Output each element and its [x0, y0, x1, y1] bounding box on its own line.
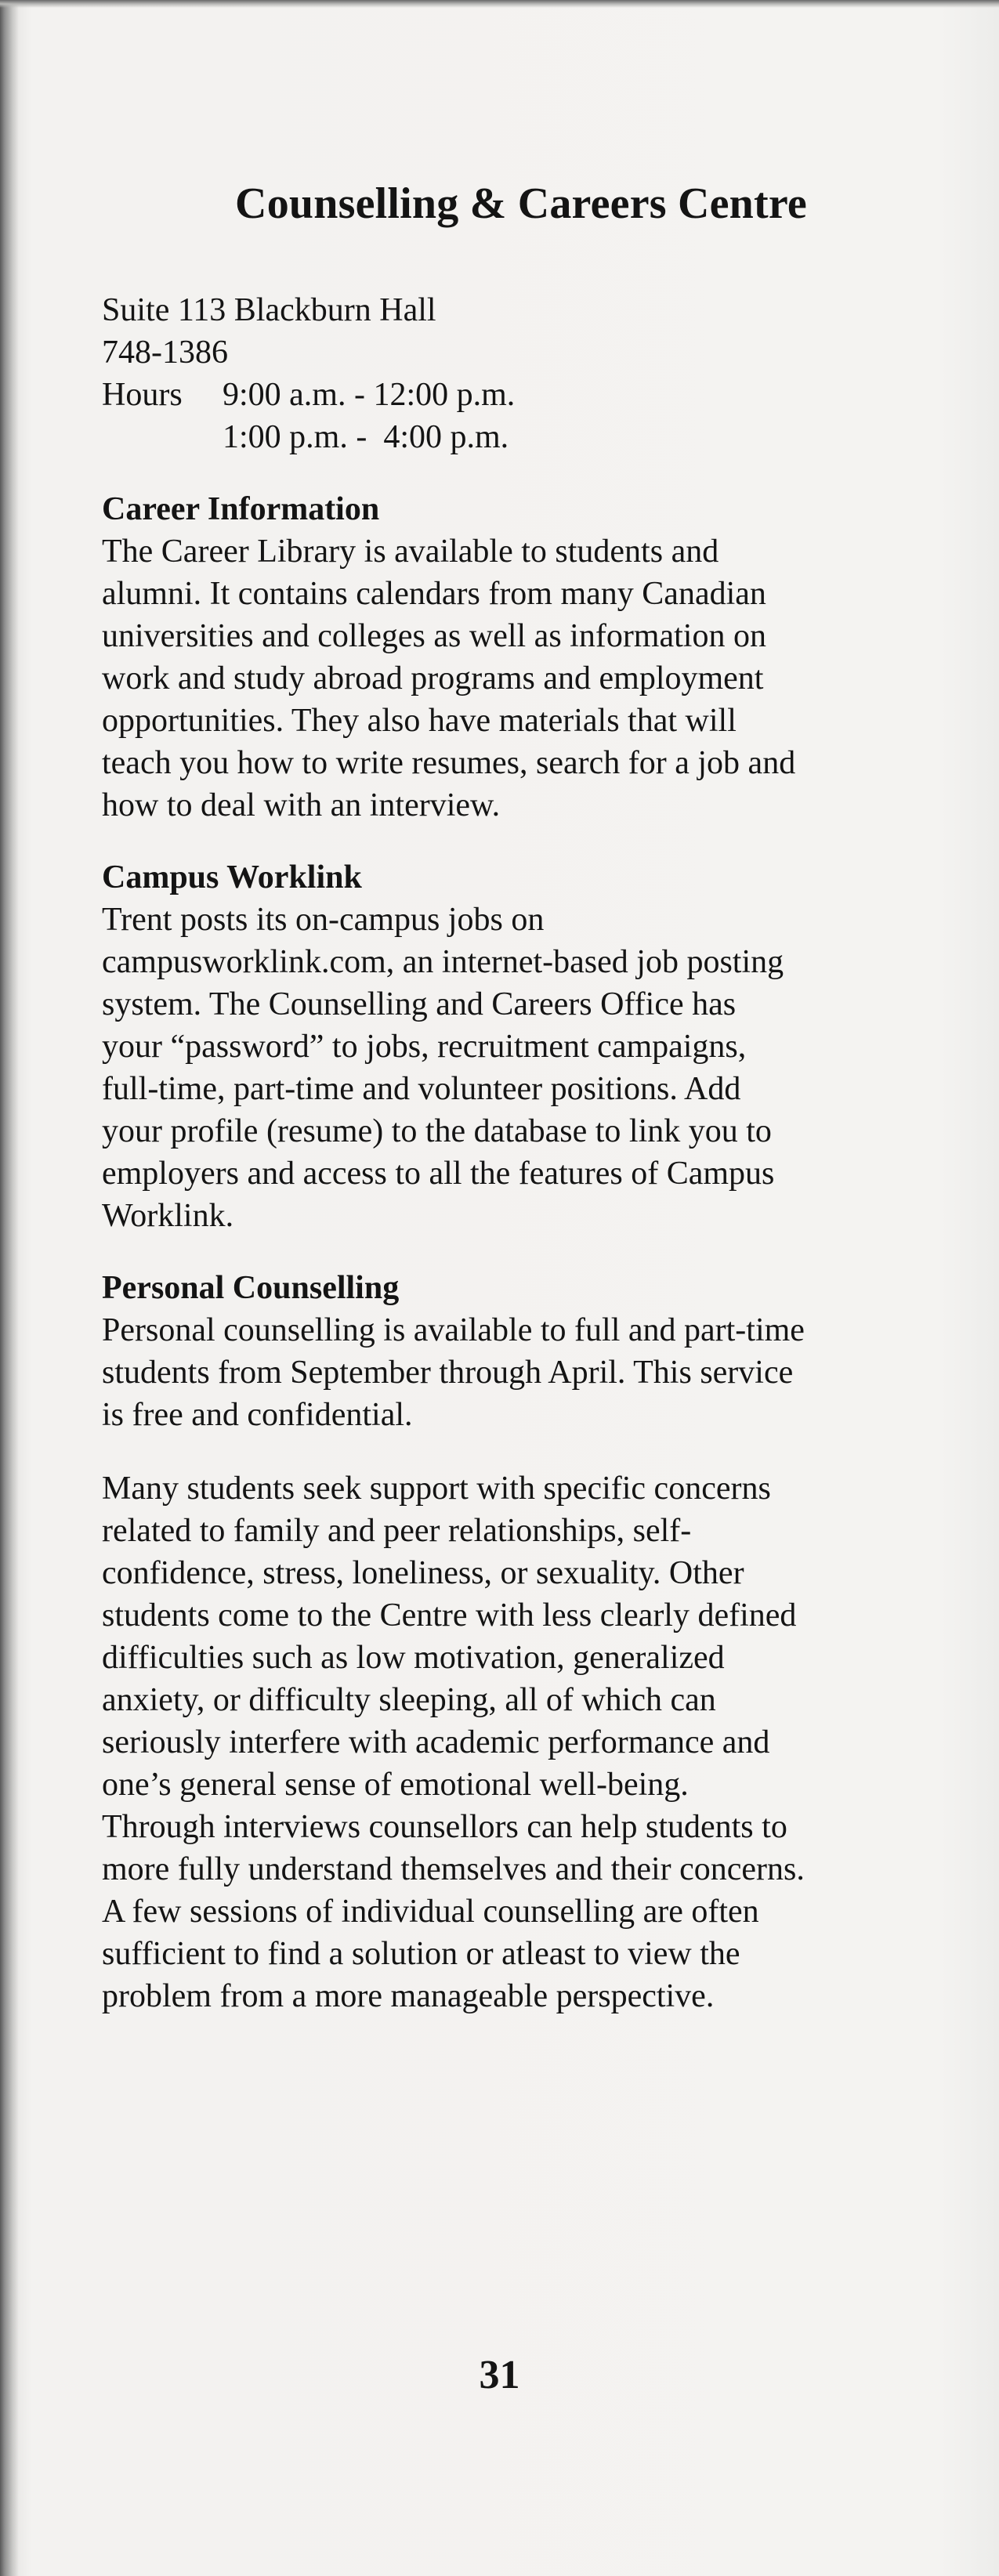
office-location: Suite 113 Blackburn Hall: [102, 292, 436, 328]
text-line: universities and colleges as well as information on: [102, 618, 766, 654]
address-block: [102, 289, 940, 458]
text-line: full-time, part-time and volunteer positions. Add: [102, 1071, 741, 1107]
section-career-information: [102, 488, 940, 827]
paragraph-gap: [102, 1436, 940, 1467]
hours-row: [102, 374, 940, 416]
text-line: more fully understand themselves and their concerns.: [102, 1851, 805, 1887]
section-paragraph: [102, 899, 940, 1237]
text-line: teach you how to write resumes, search for a job and: [102, 745, 796, 781]
text-line: employers and access to all the features of Campus: [102, 1156, 775, 1192]
office-phone: 748-1386: [102, 335, 228, 371]
text-line: how to deal with an interview.: [102, 787, 501, 823]
text-line: anxiety, or difficulty sleeping, all of which can: [102, 1682, 716, 1718]
section-paragraph: [102, 1467, 940, 2017]
text-line: is free and confidential.: [102, 1397, 413, 1433]
page-number: 31: [479, 2353, 520, 2397]
text-line: work and study abroad programs and employment: [102, 660, 764, 696]
text-line: students from September through April. This service: [102, 1355, 794, 1391]
hours-afternoon: 1:00 p.m. - 4:00 p.m.: [223, 419, 509, 455]
text-line: difficulties such as low motivation, generalized: [102, 1640, 725, 1676]
section-paragraph: [102, 1309, 940, 1436]
section-paragraph: [102, 530, 940, 827]
text-line: Worklink.: [102, 1198, 234, 1234]
section-personal-counselling: [102, 1267, 940, 2017]
top-edge: [0, 0, 999, 8]
text-line: A few sessions of individual counselling are often: [102, 1894, 759, 1930]
section-heading: Campus Worklink: [102, 859, 362, 895]
text-line: The Career Library is available to students and: [102, 534, 719, 570]
text-line: Through interviews counsellors can help students to: [102, 1809, 787, 1845]
text-line: Many students seek support with specific concerns: [102, 1471, 771, 1507]
page-title: Counselling & Careers Centre: [235, 179, 807, 228]
hours-label: Hours: [102, 377, 183, 413]
text-line: confidence, stress, loneliness, or sexuality. Other: [102, 1555, 744, 1591]
text-line: seriously interfere with academic performance and: [102, 1724, 770, 1760]
text-line: campusworklink.com, an internet-based job posting: [102, 944, 784, 980]
text-line: problem from a more manageable perspective.: [102, 1978, 715, 2014]
text-line: alumni. It contains calendars from many Canadian: [102, 576, 766, 612]
hours-morning: 9:00 a.m. - 12:00 p.m.: [223, 377, 516, 413]
section-heading: Career Information: [102, 491, 380, 527]
text-line: your profile (resume) to the database to link you to: [102, 1113, 772, 1149]
text-line: system. The Counselling and Careers Office has: [102, 986, 737, 1022]
text-line: your “password” to jobs, recruitment campaigns,: [102, 1029, 747, 1065]
section-heading: Personal Counselling: [102, 1270, 400, 1306]
section-campus-worklink: [102, 856, 940, 1237]
text-line: Personal counselling is available to full and part-time: [102, 1312, 805, 1348]
binding-edge: [0, 0, 19, 2576]
text-line: related to family and peer relationships, self-: [102, 1513, 692, 1549]
text-line: one’s general sense of emotional well-being.: [102, 1767, 689, 1803]
text-line: Trent posts its on-campus jobs on: [102, 902, 545, 938]
text-line: opportunities. They also have materials that will: [102, 703, 737, 739]
text-line: sufficient to find a solution or atleast to view the: [102, 1936, 740, 1972]
text-line: students come to the Centre with less clearly defined: [102, 1597, 797, 1634]
content: [102, 176, 940, 2017]
